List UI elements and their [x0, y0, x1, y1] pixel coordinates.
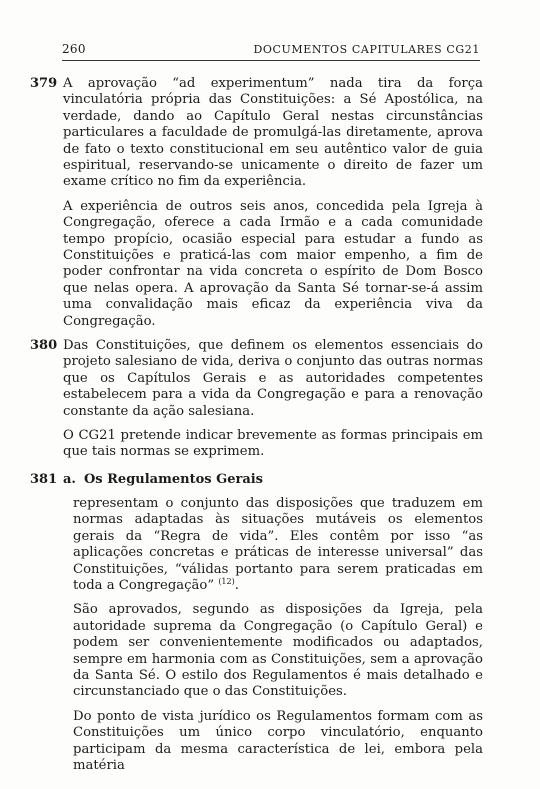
page-number: 260	[62, 42, 86, 56]
heading-letter: a.	[63, 472, 76, 487]
paragraph-text: representam o conjunto das disposições que traduzem em normas adaptadas às situações mutáveis os elementos gerais da “Regra de vida”. Eles contêm por isso “as aplicações concretas e práticas de interesse universal” das Constituições, “válidas portanto para serem praticadas em toda a Congregação”	[73, 496, 483, 594]
running-title: DOCUMENTOS CAPITULARES CG21	[253, 43, 480, 56]
paragraph: O CG21 pretende indicar brevemente as formas principais em que tais normas se exprimem.	[63, 428, 483, 460]
section-number: 379	[30, 76, 58, 91]
page-header	[62, 42, 480, 61]
paragraph: representam o conjunto das disposições que traduzem em normas adaptadas às situações mutáveis os elementos gerais da “Regra de vida”. Eles contêm por isso “as aplicações concretas e práticas de interesse universal” das Constituições, “válidas portanto para serem praticadas em toda a Congregação” $^{(12)}$.	[73, 496, 483, 594]
paragraph: A aprovação “ad experimentum” nada tira da força vinculatória própria das Constituições: a Sé Apostólica, na verdade, dando ao Capítulo Geral nestas circunstâncias particulares a faculdade de promulgá-las diretamente, aprova de fato o texto constitucional em seu autêntico valor de guia espiritual, reservando-se unicamente o direito de fazer um exame crítico no fim da experiência.	[63, 76, 483, 190]
paragraph: São aprovados, segundo as disposições da Igreja, pela autoridade suprema da Congregação (o Capítulo Geral) e podem ser convenientemente modificados ou adaptados, sempre em harmonia com as Constituições, sem a aprovação da Santa Sé. O estilo dos Regulamentos é mais detalhado e circunstanciado que o das Constituições.	[73, 602, 483, 700]
section-number: 381	[30, 472, 58, 487]
heading-text: Os Regulamentos Gerais	[83, 472, 264, 487]
section-379	[63, 76, 483, 338]
section-body	[73, 496, 483, 775]
paragraph: Das Constituições, que definem os elementos essenciais do projeto salesiano de vida, deriva o conjunto das outras normas que os Capítulos Gerais e as autoridades competentes estabelecem para a vida da Congregação e para a renovação constante da ação salesiana.	[63, 338, 483, 419]
paragraph: Do ponto de vista jurídico os Regulamentos formam com as Constituições um único corpo vinculatório, enquanto participam da mesma característica de lei, embora pela matéria	[73, 708, 483, 774]
footnote-ref: (12)	[218, 577, 235, 587]
paragraph: A experiência de outros seis anos, concedida pela Igreja à Congregação, oferece a cada Irmão e a cada comunidade tempo propício, ocasião especial para estudar a fundo as Constituições e praticá-las com maior empenho, a fim de poder confrontar na vida concreta o espírito de Dom Bosco que nelas opera. A aprovação da Santa Sé tornar-se-á assim uma convalidação mais eficaz da experiência viva da Congregação.	[63, 198, 483, 329]
section-number: 380	[30, 338, 58, 353]
section-heading	[63, 472, 483, 488]
section-380	[63, 338, 483, 469]
section-381	[63, 472, 483, 783]
